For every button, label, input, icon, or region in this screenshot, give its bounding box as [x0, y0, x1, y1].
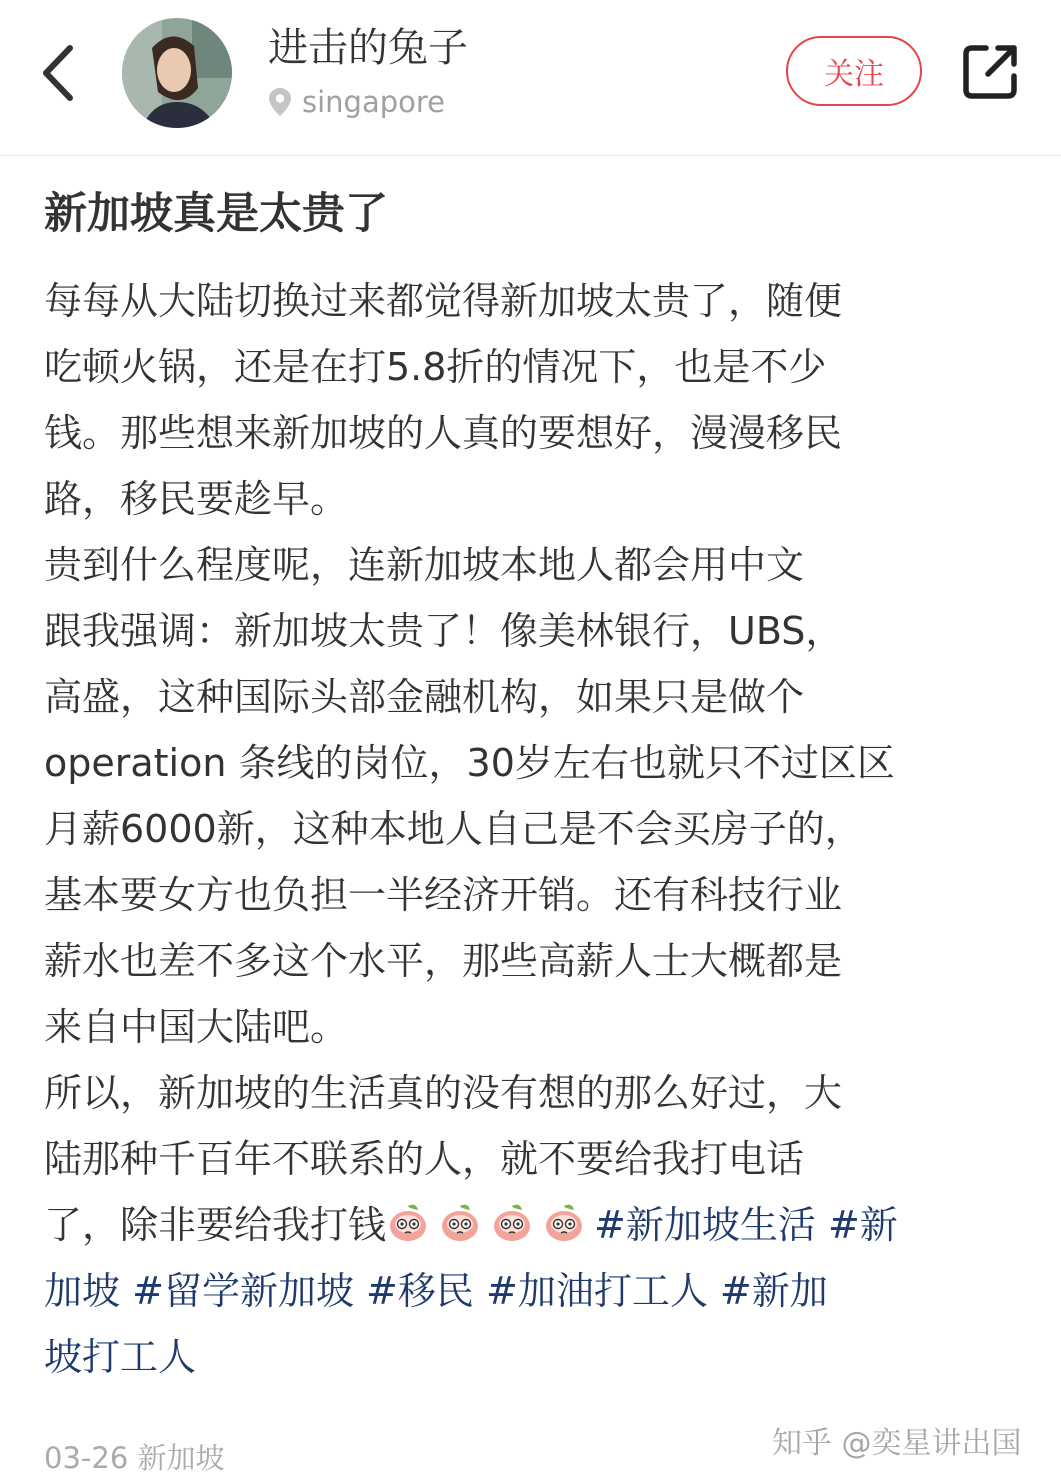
body-line: 所以，新加坡的生活真的没有想的那么好过，大	[44, 1071, 843, 1115]
hashtag-link[interactable]: #留学新加坡	[132, 1269, 354, 1313]
share-button[interactable]	[958, 40, 1022, 104]
hashtag-line	[44, 1258, 1044, 1324]
body-line: 薪水也差不多这个水平，那些高薪人士大概都是	[44, 939, 843, 983]
hashtag-link[interactable]: 坡打工人	[44, 1335, 197, 1379]
body-line: 钱。那些想来新加坡的人真的要想好，漫漫移民	[44, 411, 843, 455]
peach-emoji-icon	[438, 1200, 482, 1244]
user-location	[268, 84, 445, 120]
watermark: 知乎 @奕星讲出国	[772, 1426, 1022, 1461]
body-line: 高盛，这种国际头部金融机构，如果只是做个	[44, 675, 805, 719]
avatar[interactable]	[122, 18, 232, 128]
body-text: 了，除非要给我打钱	[44, 1203, 387, 1247]
body-line-with-tags	[44, 1192, 1044, 1258]
hashtag-link[interactable]: #新加	[719, 1269, 828, 1313]
post-date-location: 03-26 新加坡	[44, 1441, 225, 1475]
peach-emoji-icon	[386, 1200, 430, 1244]
body-line: 吃顿火锅，还是在打5.8折的情况下，也是不少	[44, 345, 827, 389]
user-name[interactable]: 进击的兔子	[268, 25, 468, 71]
hashtag-link[interactable]: #新加坡生活	[594, 1203, 816, 1247]
back-button[interactable]	[32, 40, 92, 106]
post-body	[44, 268, 1044, 1390]
hashtag-link[interactable]: #移民	[366, 1269, 474, 1313]
share-icon	[958, 40, 1022, 104]
post-title: 新加坡真是太贵了	[44, 189, 388, 239]
location-label: singapore	[302, 85, 446, 119]
chevron-left-icon	[32, 40, 92, 106]
body-line: 贵到什么程度呢，连新加坡本地人都会用中文	[44, 543, 805, 587]
hashtag-link[interactable]: 加坡	[44, 1269, 121, 1313]
hashtag-line	[44, 1324, 1044, 1390]
body-line: 每每从大陆切换过来都觉得新加坡太贵了，随便	[44, 279, 843, 323]
body-line: 基本要女方也负担一半经济开销。还有科技行业	[44, 873, 843, 917]
hashtag-link[interactable]: #新	[827, 1203, 898, 1247]
body-line: 跟我强调：新加坡太贵了！像美林银行，UBS，	[44, 609, 844, 653]
body-line: 来自中国大陆吧。	[44, 1005, 349, 1049]
body-line: operation 条线的岗位，30岁左右也就只不过区区	[44, 741, 895, 785]
follow-button[interactable]: 关注	[786, 36, 922, 106]
post-header	[0, 0, 1061, 156]
peach-emoji-icon	[542, 1200, 586, 1244]
body-line: 路，移民要趁早。	[44, 477, 349, 521]
location-pin-icon	[268, 87, 292, 117]
body-line: 陆那种千百年不联系的人，就不要给我打电话	[44, 1137, 805, 1181]
body-line: 月薪6000新，这种本地人自己是不会买房子的，	[44, 807, 863, 851]
hashtag-link[interactable]: #加油打工人	[485, 1269, 708, 1313]
peach-emoji-icon	[490, 1200, 534, 1244]
